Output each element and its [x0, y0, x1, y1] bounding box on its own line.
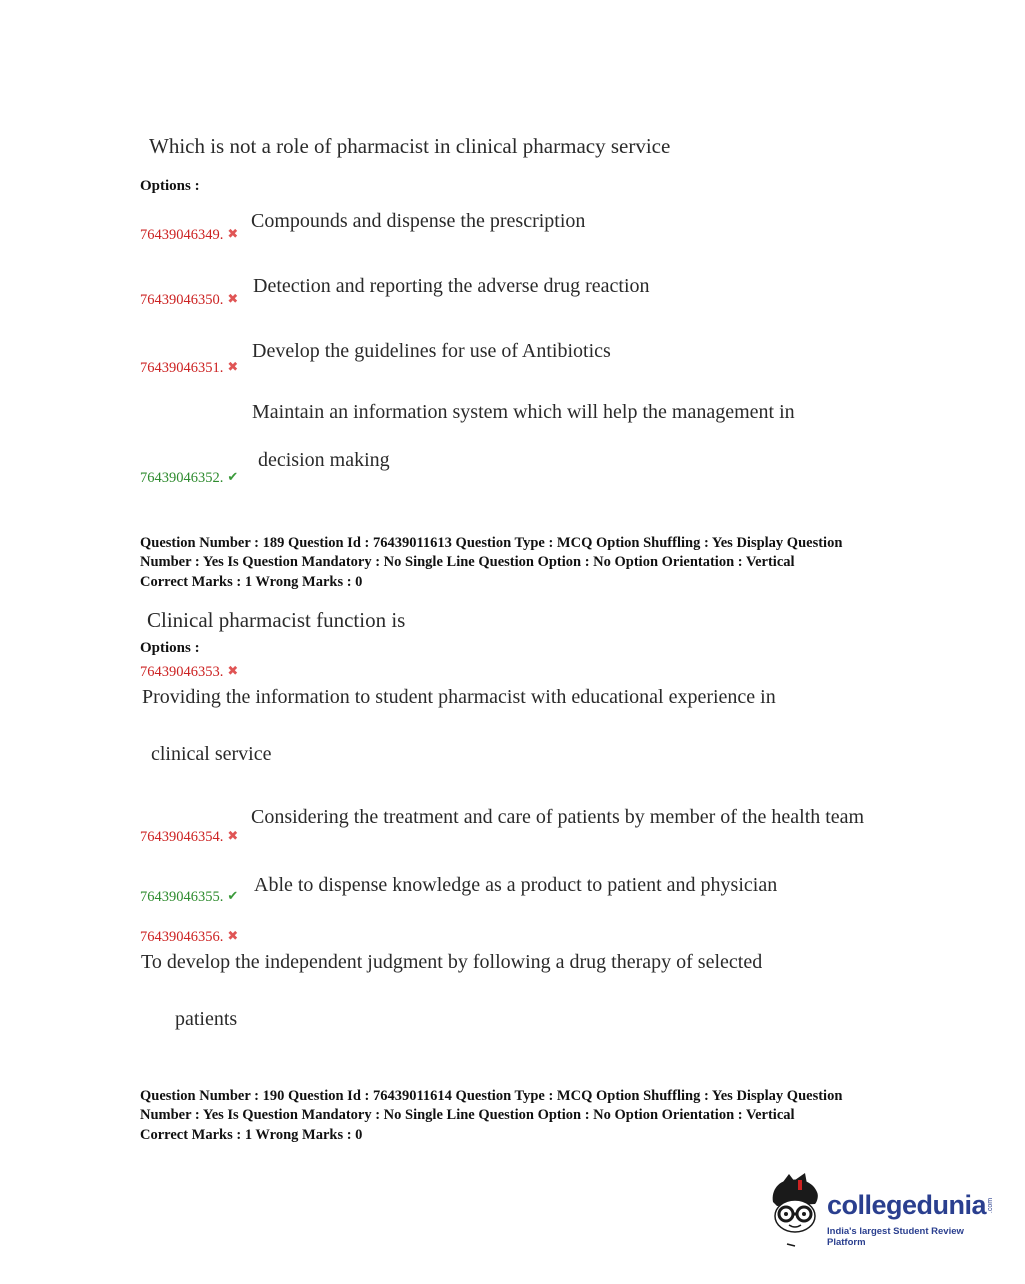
option-id-row — [140, 469, 238, 487]
meta-line: Question Number : 190 Question Id : 76439011614 Question Type : MCQ Option Shuffling : Yes Display Question — [140, 1088, 843, 1104]
option-text-line1: To develop the independent judgment by following a drug therapy of selected — [141, 951, 763, 973]
cross-icon: ✖ — [227, 226, 239, 241]
option-id-row — [140, 663, 238, 681]
brand-name: collegedunia — [827, 1190, 987, 1220]
brand-suffix: .com — [987, 1197, 995, 1214]
option-id: 76439046350. — [140, 292, 224, 308]
cross-icon: ✖ — [227, 928, 239, 943]
meta-line: Number : Yes Is Question Mandatory : No Single Line Question Option : No Option Orientation : Vertical — [140, 1106, 795, 1123]
cross-icon: ✖ — [227, 359, 239, 374]
option-text: Considering the treatment and care of patients by member of the health team — [251, 806, 865, 828]
check-icon: ✔ — [227, 469, 239, 484]
option-id: 76439046354. — [140, 829, 224, 845]
option-id-row — [140, 888, 238, 906]
brand-tagline: India's largest Student Review Platform — [827, 1226, 964, 1248]
question-meta — [140, 534, 900, 592]
option-id-row — [140, 359, 238, 377]
option-text-line2: decision making — [258, 449, 390, 471]
meta-line: Number : Yes Is Question Mandatory : No Single Line Question Option : No Option Orientation : Vertical — [140, 553, 795, 570]
option-id: 76439046353. — [140, 664, 224, 680]
check-icon: ✔ — [227, 888, 239, 903]
option-id-row — [140, 828, 238, 846]
option-text-line1: Providing the information to student pharmacist with educational experience in — [142, 686, 776, 708]
options-label: Options : — [140, 178, 200, 194]
meta-marks: Correct Marks : 1 Wrong Marks : 0 — [140, 1127, 363, 1143]
option-text: Compounds and dispense the prescription — [251, 210, 586, 232]
question-text: Which is not a role of pharmacist in clinical pharmacy service — [149, 134, 671, 158]
question-text: Clinical pharmacist function is — [147, 608, 406, 632]
option-text-line2: patients — [175, 1008, 238, 1030]
meta-line: Question Number : 189 Question Id : 76439011613 Question Type : MCQ Option Shuffling : Yes Display Question — [140, 535, 843, 551]
cross-icon: ✖ — [227, 291, 239, 306]
option-text: Develop the guidelines for use of Antibiotics — [252, 340, 611, 362]
option-id: 76439046349. — [140, 227, 224, 243]
question-meta — [140, 1087, 900, 1145]
option-id-row — [140, 226, 238, 244]
option-id: 76439046355. — [140, 889, 224, 905]
option-text-line1: Maintain an information system which will help the management in — [252, 401, 795, 423]
collegedunia-logo — [765, 1172, 995, 1252]
option-text: Detection and reporting the adverse drug reaction — [253, 275, 650, 297]
options-label: Options : — [140, 640, 200, 656]
option-text-line2: clinical service — [151, 743, 272, 765]
option-id: 76439046356. — [140, 929, 224, 945]
cross-icon: ✖ — [227, 828, 239, 843]
option-text: Able to dispense knowledge as a product to patient and physician — [254, 874, 778, 896]
option-id-row — [140, 291, 238, 309]
option-id: 76439046352. — [140, 470, 224, 486]
option-id-row — [140, 928, 238, 946]
meta-marks: Correct Marks : 1 Wrong Marks : 0 — [140, 574, 363, 590]
cross-icon: ✖ — [227, 663, 239, 678]
option-id: 76439046351. — [140, 360, 224, 376]
mascot-icon — [765, 1172, 825, 1250]
